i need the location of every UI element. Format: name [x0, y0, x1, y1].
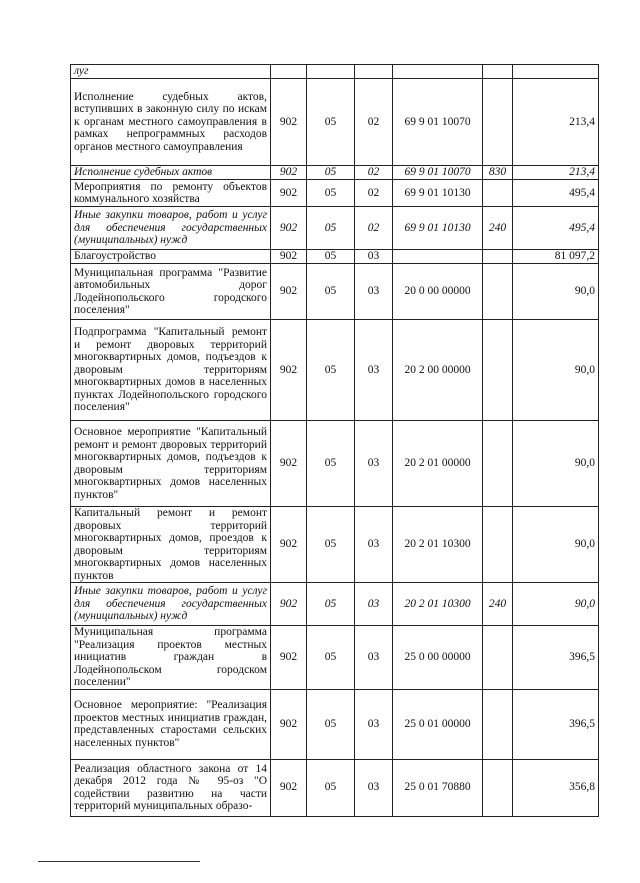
row-amount: 90,0 [513, 320, 599, 421]
row-admin-code: 902 [271, 166, 307, 180]
row-subsection: 02 [355, 166, 393, 180]
row-section: 05 [307, 180, 355, 207]
table-row [71, 421, 599, 507]
row-section: 05 [307, 79, 355, 166]
row-admin-code: 902 [271, 421, 307, 507]
row-description: Капитальный ремонт и ремонт дворовых территорий многоквартирных домов, проездов к дворовым территориям многоквартирных домов населенных пунктов [71, 507, 271, 583]
table-row [71, 166, 599, 180]
row-subsection: 03 [355, 264, 393, 320]
row-target-article: 25 0 01 00000 [393, 689, 483, 759]
row-expense-type: 240 [483, 207, 513, 250]
row-admin-code: 902 [271, 507, 307, 583]
table-row [71, 79, 599, 166]
row-section: 05 [307, 264, 355, 320]
row-amount: 213,4 [513, 166, 599, 180]
row-subsection: 03 [355, 250, 393, 264]
row-amount: 396,5 [513, 689, 599, 759]
row-subsection: 03 [355, 421, 393, 507]
row-target-article: 20 2 01 00000 [393, 421, 483, 507]
table-row [71, 180, 599, 207]
row-expense-type [483, 180, 513, 207]
row-amount: 213,4 [513, 79, 599, 166]
row-description: Муниципальная программа "Реализация проектов местных инициатив граждан в Лодейнопольском городском поселении" [71, 626, 271, 690]
row-expense-type [483, 507, 513, 583]
row-admin-code: 902 [271, 250, 307, 264]
row-section: 05 [307, 626, 355, 690]
row-subsection: 02 [355, 180, 393, 207]
row-subsection: 03 [355, 689, 393, 759]
row-target-article: 20 0 00 00000 [393, 264, 483, 320]
row-amount: 90,0 [513, 264, 599, 320]
row-section: 05 [307, 759, 355, 816]
row-target-article: 20 2 01 10300 [393, 583, 483, 626]
row-section: 05 [307, 320, 355, 421]
row-amount: 495,4 [513, 180, 599, 207]
table-row [71, 250, 599, 264]
row-target-article: 69 9 01 10070 [393, 79, 483, 166]
table-row [71, 583, 599, 626]
row-target-article: 20 2 01 10300 [393, 507, 483, 583]
table-row [71, 207, 599, 250]
row-admin-code [271, 65, 307, 79]
table-row [71, 626, 599, 690]
row-expense-type [483, 421, 513, 507]
row-expense-type [483, 250, 513, 264]
budget-table [70, 64, 599, 817]
row-admin-code: 902 [271, 759, 307, 816]
row-description: Основное мероприятие "Капитальный ремонт и ремонт дворовых территорий многоквартирных домов, подъездов к дворовым территориям многоквартирных домов населенных пунктов" [71, 421, 271, 507]
row-subsection: 03 [355, 583, 393, 626]
row-description: Подпрограмма "Капитальный ремонт и ремонт дворовых территорий многоквартирных домов, подъездов к дворовым территориям многоквартирных домов в населенных пунктах Лодейнопольского городского поселения" [71, 320, 271, 421]
table-row [71, 507, 599, 583]
row-amount: 356,8 [513, 759, 599, 816]
row-expense-type [483, 626, 513, 690]
row-description: Иные закупки товаров, работ и услуг для обеспечения государственных (муниципальных) нужд [71, 583, 271, 626]
row-target-article: 25 0 01 70880 [393, 759, 483, 816]
row-section: 05 [307, 507, 355, 583]
row-target-article: 20 2 00 00000 [393, 320, 483, 421]
row-admin-code: 902 [271, 626, 307, 690]
row-amount: 90,0 [513, 583, 599, 626]
row-amount: 90,0 [513, 421, 599, 507]
row-expense-type [483, 759, 513, 816]
row-section: 05 [307, 583, 355, 626]
row-section: 05 [307, 207, 355, 250]
row-target-article: 25 0 00 00000 [393, 626, 483, 690]
row-subsection: 03 [355, 320, 393, 421]
row-target-article [393, 65, 483, 79]
row-target-article: 69 9 01 10070 [393, 166, 483, 180]
row-description: Муниципальная программа "Развитие автомобильных дорог Лодейнопольского городского поселения" [71, 264, 271, 320]
row-expense-type: 240 [483, 583, 513, 626]
row-description: Основное мероприятие: "Реализация проектов местных инициатив граждан, представленных старостами сельских населенных пунктов" [71, 689, 271, 759]
row-target-article: 69 9 01 10130 [393, 207, 483, 250]
row-section: 05 [307, 250, 355, 264]
row-admin-code: 902 [271, 180, 307, 207]
row-description: Иные закупки товаров, работ и услуг для обеспечения государственных (муниципальных) нужд [71, 207, 271, 250]
row-expense-type [483, 65, 513, 79]
row-target-article: 69 9 01 10130 [393, 180, 483, 207]
row-amount: 90,0 [513, 507, 599, 583]
row-admin-code: 902 [271, 79, 307, 166]
row-description: Реализация областного закона от 14 декабря 2012 года № 95-оз "О содействии развитию на части территорий муниципальных образо- [71, 759, 271, 816]
table-row [71, 320, 599, 421]
row-amount: 495,4 [513, 207, 599, 250]
row-amount [513, 65, 599, 79]
row-expense-type [483, 689, 513, 759]
row-amount: 81 097,2 [513, 250, 599, 264]
row-description: Исполнение судебных актов [71, 166, 271, 180]
table-row [71, 65, 599, 79]
row-admin-code: 902 [271, 583, 307, 626]
budget-table-body [71, 65, 599, 817]
row-admin-code: 902 [271, 689, 307, 759]
row-description: Мероприятия по ремонту объектов коммунального хозяйства [71, 180, 271, 207]
row-subsection: 03 [355, 759, 393, 816]
row-section: 05 [307, 166, 355, 180]
row-admin-code: 902 [271, 320, 307, 421]
row-description: Благоустройство [71, 250, 271, 264]
table-row [71, 264, 599, 320]
row-target-article [393, 250, 483, 264]
row-expense-type [483, 79, 513, 166]
row-subsection: 03 [355, 507, 393, 583]
row-expense-type [483, 264, 513, 320]
footnote-separator [38, 861, 200, 862]
row-section: 05 [307, 689, 355, 759]
table-row [71, 689, 599, 759]
row-admin-code: 902 [271, 207, 307, 250]
row-expense-type [483, 320, 513, 421]
row-subsection: 02 [355, 207, 393, 250]
row-subsection: 03 [355, 626, 393, 690]
row-description: луг [71, 65, 271, 79]
row-description: Исполнение судебных актов, вступивших в законную силу по искам к органам местного самоуправления в рамках непрограммных расходов органов местного самоуправления [71, 79, 271, 166]
row-subsection [355, 65, 393, 79]
row-admin-code: 902 [271, 264, 307, 320]
row-subsection: 02 [355, 79, 393, 166]
table-row [71, 759, 599, 816]
row-section: 05 [307, 421, 355, 507]
row-section [307, 65, 355, 79]
row-expense-type: 830 [483, 166, 513, 180]
row-amount: 396,5 [513, 626, 599, 690]
